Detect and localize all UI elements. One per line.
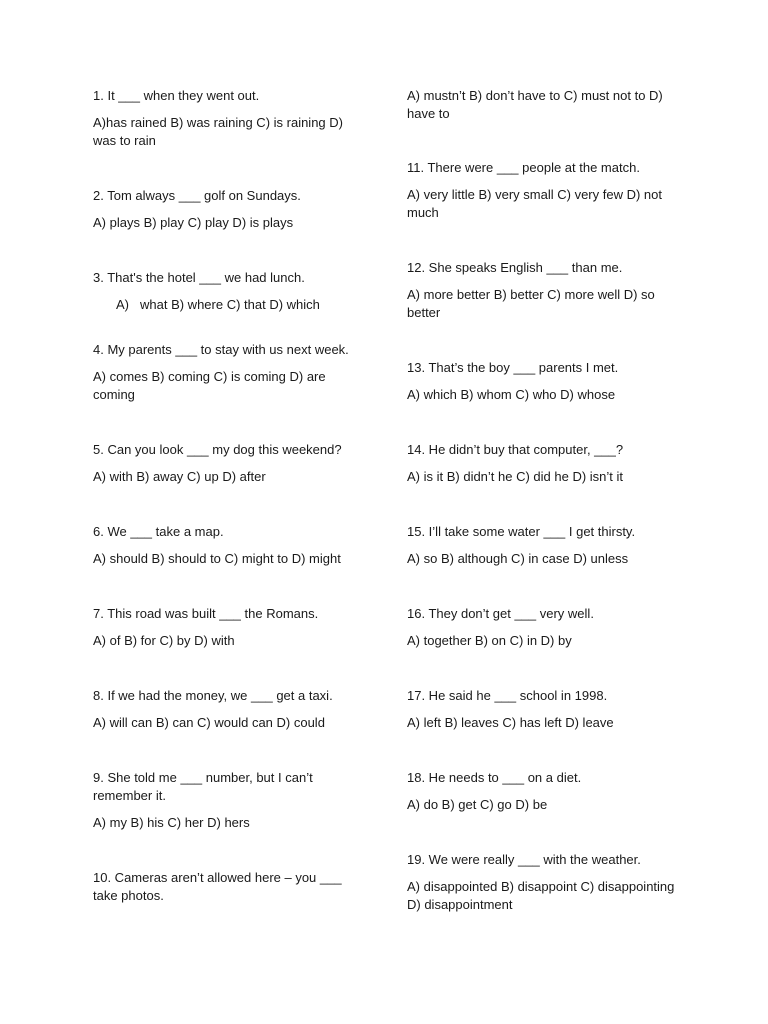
question-1: [93, 87, 363, 150]
question-3: [93, 269, 363, 314]
answer-options: A) my B) his C) her D) hers: [93, 815, 250, 830]
question-11: [407, 159, 682, 222]
question-text: 4. My parents ___ to stay with us next week.: [93, 342, 349, 357]
question-8: [93, 687, 363, 732]
answer-options: A) disappointed B) disappoint C) disappointing D) disappointment: [407, 879, 675, 912]
question-text: 9. She told me ___ number, but I can’t remember it.: [93, 770, 313, 803]
question-15: [407, 523, 682, 568]
question-14: [407, 441, 682, 486]
answer-options: A) more better B) better C) more well D) so better: [407, 287, 655, 320]
question-9: [93, 769, 363, 832]
answer-options: A) do B) get C) go D) be: [407, 797, 548, 812]
question-text: 2. Tom always ___ golf on Sundays.: [93, 188, 301, 203]
question-10-options: [407, 87, 682, 123]
question-text: 3. That's the hotel ___ we had lunch.: [93, 270, 305, 285]
question-text: 6. We ___ take a map.: [93, 524, 224, 539]
question-text: 13. That’s the boy ___ parents I met.: [407, 360, 619, 375]
question-17: [407, 687, 682, 732]
answer-options: A) mustn’t B) don’t have to C) must not to D) have to: [407, 88, 663, 121]
question-2: [93, 187, 363, 232]
question-10: [93, 869, 363, 905]
question-text: 1. It ___ when they went out.: [93, 88, 260, 103]
answer-options: A)has rained B) was raining C) is raining D) was to rain: [93, 115, 343, 148]
answer-options: A) is it B) didn’t he C) did he D) isn’t it: [407, 469, 624, 484]
question-text: 11. There were ___ people at the match.: [407, 160, 640, 175]
question-6: [93, 523, 363, 568]
answer-options: [93, 296, 363, 314]
question-text: 5. Can you look ___ my dog this weekend?: [93, 442, 342, 457]
question-text: 16. They don’t get ___ very well.: [407, 606, 594, 621]
question-18: [407, 769, 682, 814]
answer-options: A) comes B) coming C) is coming D) are coming: [93, 369, 326, 402]
question-19: [407, 851, 682, 914]
question-5: [93, 441, 363, 486]
option-text: what B) where C) that D) which: [140, 297, 320, 312]
answer-options: A) left B) leaves C) has left D) leave: [407, 715, 614, 730]
question-16: [407, 605, 682, 650]
answer-options: A) which B) whom C) who D) whose: [407, 387, 616, 402]
question-text: 12. She speaks English ___ than me.: [407, 260, 623, 275]
question-12: [407, 259, 682, 322]
answer-options: A) together B) on C) in D) by: [407, 633, 572, 648]
answer-options: A) plays B) play C) play D) is plays: [93, 215, 294, 230]
question-text: 17. He said he ___ school in 1998.: [407, 688, 608, 703]
answer-options: A) should B) should to C) might to D) might: [93, 551, 341, 566]
question-text: 18. He needs to ___ on a diet.: [407, 770, 582, 785]
answer-options: A) so B) although C) in case D) unless: [407, 551, 629, 566]
answer-options: A) with B) away C) up D) after: [93, 469, 266, 484]
answer-options: A) of B) for C) by D) with: [93, 633, 235, 648]
question-4: [93, 341, 363, 404]
question-text: 19. We were really ___ with the weather.: [407, 852, 641, 867]
option-letter: A): [116, 297, 129, 312]
question-text: 7. This road was built ___ the Romans.: [93, 606, 319, 621]
answer-options: A) will can B) can C) would can D) could: [93, 715, 325, 730]
question-text: 8. If we had the money, we ___ get a taxi.: [93, 688, 333, 703]
question-13: [407, 359, 682, 404]
question-text: 10. Cameras aren’t allowed here – you ___ take photos.: [93, 870, 342, 903]
answer-options: A) very little B) very small C) very few D) not much: [407, 187, 662, 220]
question-7: [93, 605, 363, 650]
question-text: 15. I’ll take some water ___ I get thirsty.: [407, 524, 636, 539]
question-text: 14. He didn’t buy that computer, ___?: [407, 442, 624, 457]
